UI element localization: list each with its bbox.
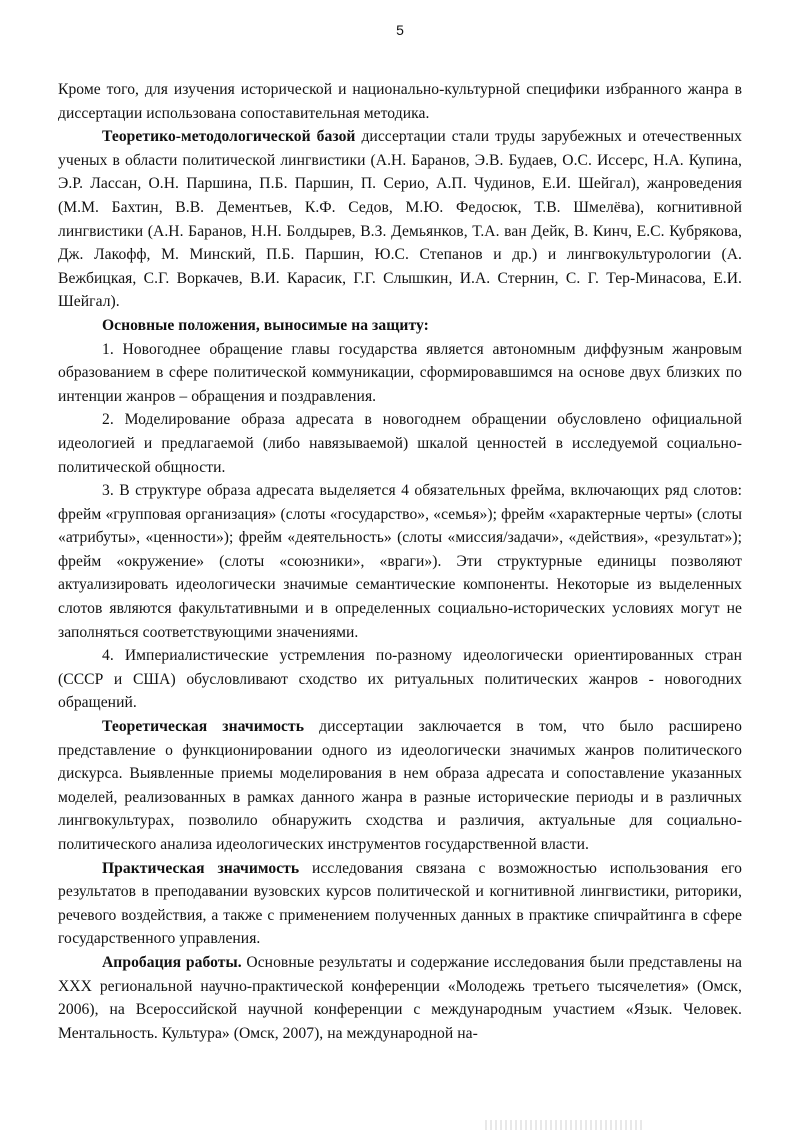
paragraph-heading: Теоретическая значимость — [102, 718, 305, 736]
paragraph-text: диссертации стали труды зарубежных и отечественных ученых в области политической лингвистики (А.Н. Баранов, Э.В. Будаев, О.С. Иссерс, Н.А. Купина, Э.Р. Лассан, О.Н. Паршина, П.Б. Паршин, П. Серио, А.П. Чудинов, Е.И. Шейгал), жанроведения (М.М. Бахтин, В.В. Дементьев, К.Ф. Седов, М.Ю. Федосюк, Т.В. Шмелёва), когнитивной лингвистики (А.Н. Баранов, Н.Н. Болдырев, В.З. Демьянков, Т.А. ван Дейк, В. Кинч, Е.С. Кубрякова, Дж. Лакофф, М. Минский, П.Б. Паршин, Ю.С. Степанов и др.) и лингвокультурологии (А. Вежбицкая, С.Г. Воркачев, В.И. Карасик, Г.Г. Слышкин, И.А. Стернин, С. Г. Тер-Минасова, Е.И. Шейгал). — [58, 128, 743, 311]
paragraph-thesis-1 — [58, 338, 742, 409]
paragraph-text: 3. В структуре образа адресата выделяется 4 обязательных фрейма, включающих ряд слотов: фрейм «групповая организация» (слоты «государство», «семья»); фрейм «характерные черты» (слоты «атрибуты», «ценности»); фрейм «деятельность» (слоты «миссия/задачи», «действия», «результат»); фрейм «окружение» (слоты «союзники», «враги»). Эти структурные единицы позволяют актуализировать идеологически значимые семантические компоненты. Некоторые из выделенных слотов являются факультативными и в определенных социально-исторических условиях могут не заполняться соответствующими значениями. — [58, 482, 742, 641]
paragraph-thesis-2 — [58, 408, 742, 479]
page-number: 5 — [396, 22, 404, 38]
paragraph-defense-theses-heading — [58, 314, 742, 338]
scan-artifact — [485, 1120, 645, 1130]
paragraph-methodology — [58, 78, 742, 125]
paragraph-heading: Практическая значимость — [102, 859, 300, 877]
paragraph-heading: Основные положения, выносимые на защиту: — [102, 316, 429, 334]
paragraph-text: исследования связана с возможностью использования его результатов в преподавании вузовских курсов политической и когнитивной лингвистики, риторики, речевого воздействия, а также с применением полученных данных в практике спичрайтинга в сфере государственного управления. — [58, 859, 742, 948]
paragraph-thesis-4 — [58, 644, 742, 715]
paragraph-thesis-3 — [58, 479, 742, 644]
paragraph-text: 4. Империалистические устремления по-разному идеологически ориентированных стран (СССР и США) обусловливают сходство их ритуальных политических жанров - новогодних обращений. — [58, 647, 742, 712]
paragraph-heading: Теоретико-методологической базой — [102, 128, 356, 146]
paragraph-theoretical-significance — [58, 715, 742, 857]
paragraph-text: Кроме того, для изучения исторической и национально-культурной специфики избранного жанра в диссертации использована сопоставительная методика. — [58, 81, 742, 122]
paragraph-theoretical-base — [58, 125, 742, 314]
paragraph-text: 2. Моделирование образа адресата в новогоднем обращении обусловлено официальной идеологией и предлагаемой (либо навязываемой) шкалой ценностей в исследуемой социально-политической общности. — [58, 411, 742, 476]
paragraph-practical-significance — [58, 857, 742, 951]
paragraph-text: Основные результаты и содержание исследования были представлены на XXX региональной научно-практической конференции «Молодежь третьего тысячелетия» (Омск, 2006), на Всероссийской научной конференции с международным участием «Язык. Человек. Ментальность. Культура» (Омск, 2007), на международной на- — [58, 953, 742, 1042]
paragraph-heading: Апробация работы. — [102, 953, 242, 971]
paragraph-text: 1. Новогоднее обращение главы государства является автономным диффузным жанровым образованием в сфере политической коммуникации, сформировавшимся на основе двух близких по интенции жанров – обращения и поздравления. — [58, 340, 742, 405]
paragraph-approbation — [58, 951, 742, 1045]
paragraph-text: диссертации заключается в том, что было расширено представление о функционировании одного из идеологически значимых жанров политического дискурса. Выявленные приемы моделирования в нем образа адресата и сопоставление указанных моделей, реализованных в рамках данного жанра в разные исторические периоды и в различных лингвокультурах, позволило обнаружить сходства и различия, актуальные для социально-политического анализа идеологических инструментов государственной власти. — [58, 718, 742, 853]
document-body — [58, 78, 742, 1045]
